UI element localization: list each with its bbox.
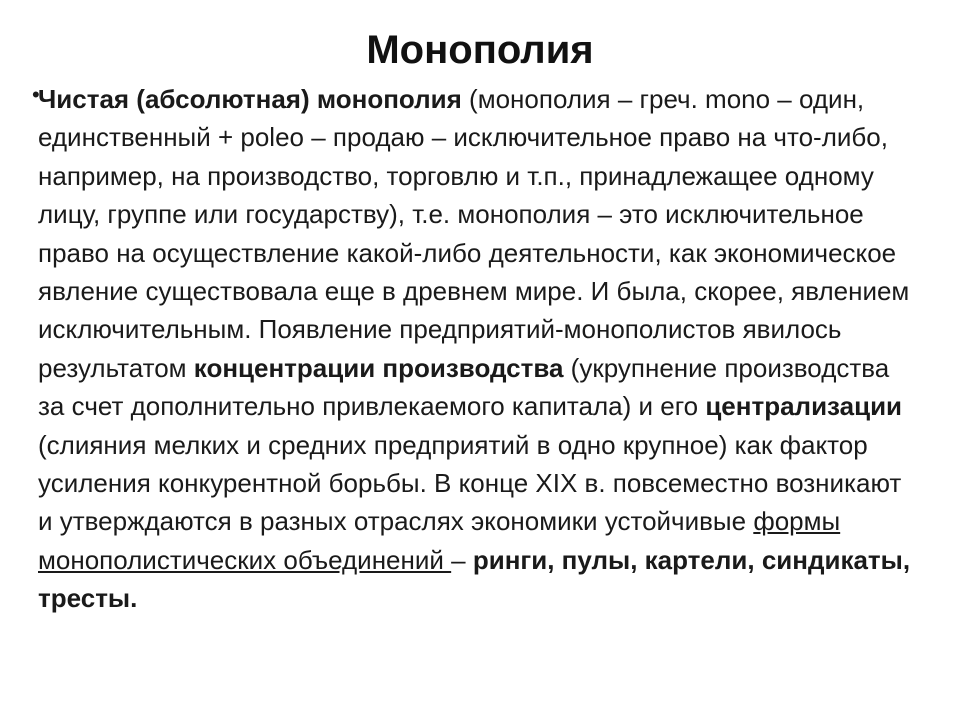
bullet-marker: • bbox=[32, 82, 40, 107]
text-segment-3: (слияния мелких и средних предприятий в одно крупное) как фактор усиления конкурентной борьбы. В конце XIX в. повсеместно возникают и утверждаются в разных отраслях экономики устойчивые bbox=[38, 429, 902, 537]
dash: – bbox=[451, 544, 466, 575]
underlined-forms: формы монополистических объединений bbox=[38, 506, 841, 575]
bold-concentration: концентрации производства bbox=[193, 352, 564, 383]
bold-forms-list: ринги, пулы, картели, синдикаты, тресты. bbox=[38, 544, 911, 614]
text-segment-2: (укрупнение производства за счет дополнительно привлекаемого капитала) и его bbox=[38, 352, 890, 422]
term-bold: Чистая (абсолютная) монополия bbox=[38, 84, 462, 114]
slide-title: Монополия bbox=[366, 28, 594, 72]
text-segment-1: (монополия – греч. mono – один, единственный + poleo – продаю – исключительное право на что-либо, например, на производство, торговлю и т.п., принадлежащее одному лицу, группе или государству), т.е. монополия – это исключительное право на осуществление какой-либо деятельности, как экономическое явление существовала еще в древнем мире. И была, скорее, явлением исключительным. Появление предприятий-монополистов явилось результатом bbox=[38, 84, 910, 383]
bold-centralization: централизации bbox=[705, 391, 903, 422]
slide-body bbox=[32, 80, 918, 618]
body-paragraph bbox=[38, 80, 918, 618]
